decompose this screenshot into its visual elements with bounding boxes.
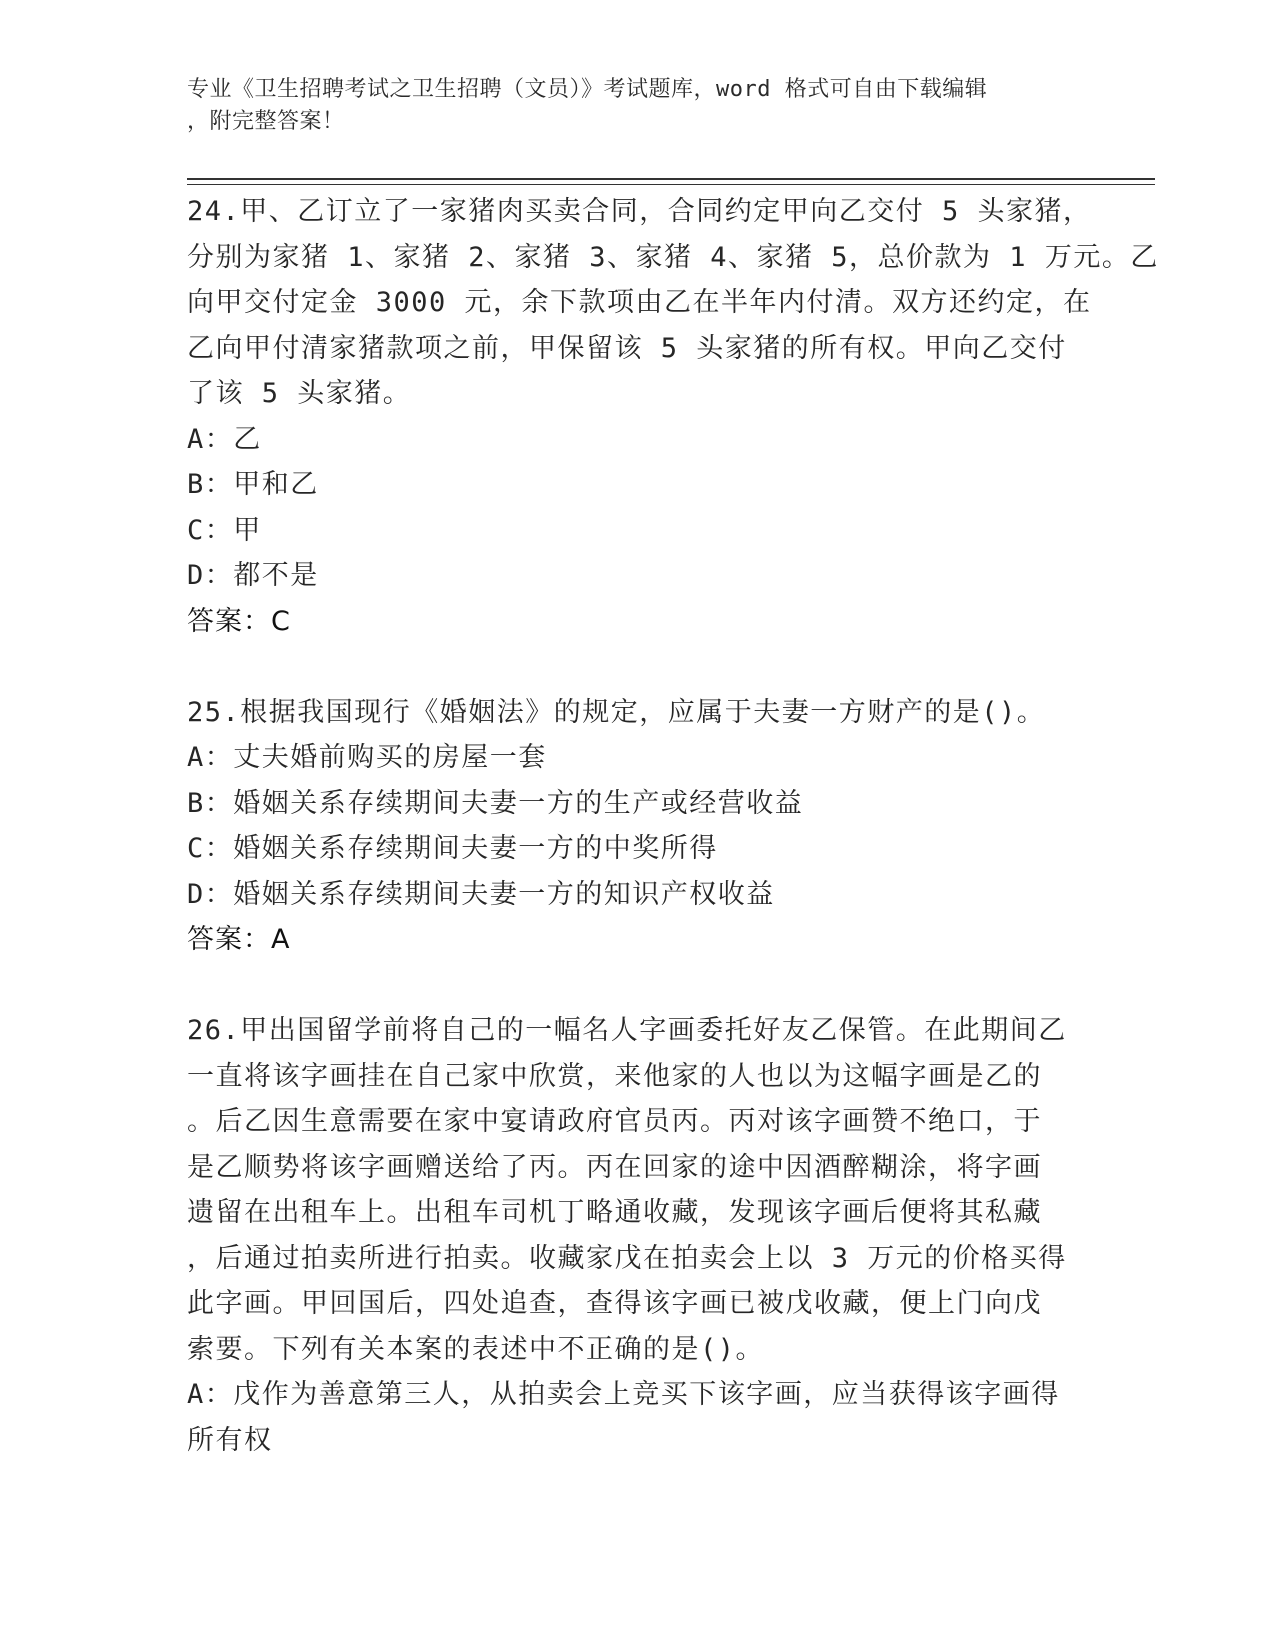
document-header	[187, 74, 1077, 138]
stem-line: 向甲交付定金 3000 元，余下款项由乙在半年内付清。双方还约定，在	[187, 287, 1092, 318]
header-divider-thick	[187, 178, 1155, 180]
stem-line: 24.甲、乙订立了一家猪肉买卖合同，合同约定甲向乙交付 5 头家猪，	[187, 196, 1092, 227]
option-a: A：乙	[187, 423, 262, 455]
stem-line: 索要。下列有关本案的表述中不正确的是()。	[187, 1333, 765, 1365]
question-stem	[187, 1008, 1087, 1372]
stem-line: 25.根据我国现行《婚姻法》的规定，应属于夫妻一方财产的是()。	[187, 696, 1046, 728]
header-divider-thin	[187, 184, 1155, 185]
question-26	[187, 1008, 1087, 1463]
option-b: B：婚姻关系存续期间夫妻一方的生产或经营收益	[187, 787, 804, 819]
option-a: A：戊作为善意第三人，从拍卖会上竞买下该字画，应当获得该字画得	[187, 1379, 1060, 1410]
stem-line: 此字画。甲回国后，四处追查，查得该字画已被戊收藏，便上门向戊	[187, 1288, 1042, 1319]
option-c: C：甲	[187, 514, 262, 546]
option-a: A：丈夫婚前购买的房屋一套	[187, 742, 547, 773]
option-d: D：婚姻关系存续期间夫妻一方的知识产权收益	[187, 878, 775, 910]
header-line: ，附完整答案！	[187, 109, 345, 134]
stem-line: 乙向甲付清家猪款项之前，甲保留该 5 头家猪的所有权。甲向乙交付	[187, 332, 1067, 364]
answer-label: 答案：A	[187, 924, 291, 955]
stem-line: ，后通过拍卖所进行拍卖。收藏家戊在拍卖会上以 3 万元的价格买得	[187, 1242, 1067, 1274]
option-a-continued: 所有权	[187, 1424, 273, 1456]
option-b: B：甲和乙	[187, 469, 319, 500]
answer-label: 答案：C	[187, 605, 291, 637]
stem-line: 26.甲出国留学前将自己的一幅名人字画委托好友乙保管。在此期间乙	[187, 1015, 1067, 1046]
stem-line: 了该 5 头家猪。	[187, 378, 412, 409]
question-24	[187, 189, 1159, 644]
stem-line: 遗留在出租车上。出租车司机丁略通收藏，发现该字画后便将其私藏	[187, 1197, 1042, 1228]
stem-line: 分别为家猪 1、家猪 2、家猪 3、家猪 4、家猪 5，总价款为 1 万元。乙	[187, 241, 1159, 273]
question-spacer	[187, 963, 1087, 1009]
option-d: D：都不是	[187, 560, 319, 591]
question-stem	[187, 690, 1087, 736]
question-stem	[187, 189, 1159, 417]
stem-line: 是乙顺势将该字画赠送给了丙。丙在回家的途中因酒醉糊涂，将字画	[187, 1151, 1042, 1183]
question-25	[187, 690, 1087, 963]
header-line: 专业《卫生招聘考试之卫生招聘（文员）》考试题库，word 格式可自由下载编辑	[187, 77, 988, 102]
stem-line: 。后乙因生意需要在家中宴请政府官员丙。丙对该字画赞不绝口，于	[187, 1106, 1042, 1137]
stem-line: 一直将该字画挂在自己家中欣赏，来他家的人也以为这幅字画是乙的	[187, 1060, 1042, 1092]
question-list	[187, 189, 1159, 1463]
option-c: C：婚姻关系存续期间夫妻一方的中奖所得	[187, 833, 718, 864]
question-spacer	[187, 644, 1087, 690]
